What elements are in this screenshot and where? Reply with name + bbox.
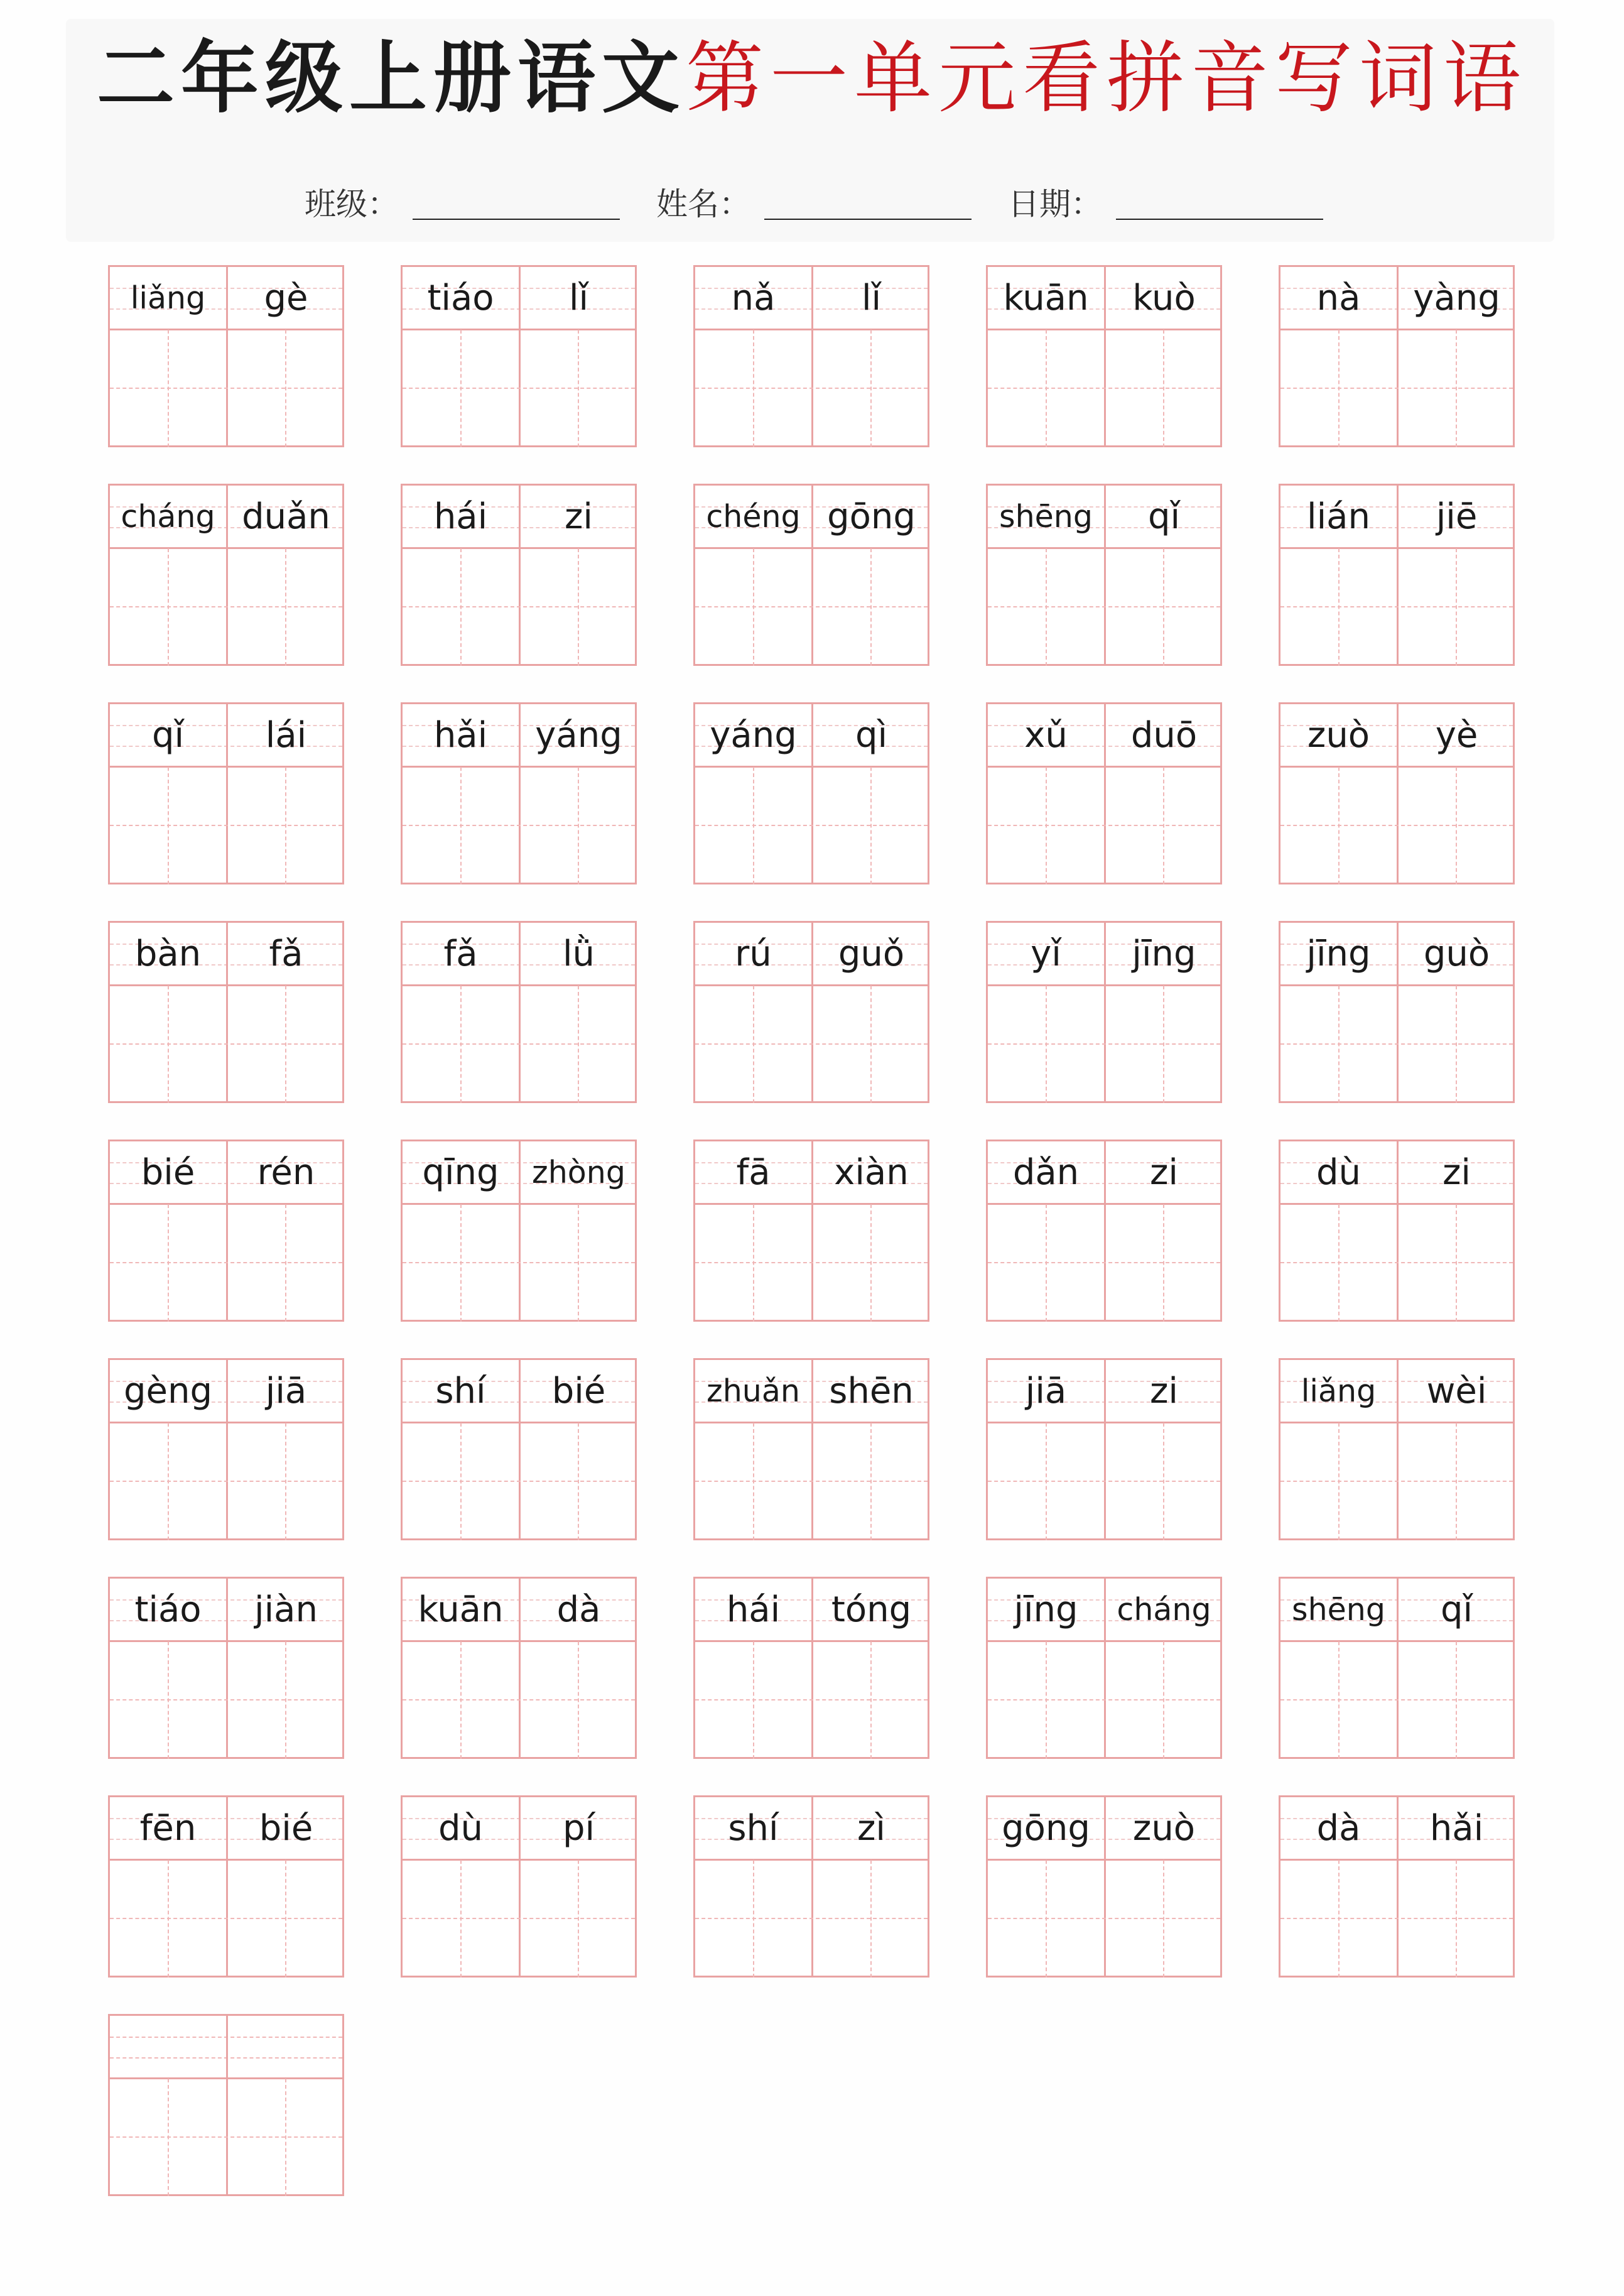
pinyin-left: jiā (1025, 1370, 1067, 1412)
grid-line (1046, 330, 1047, 447)
grid-line (1338, 1204, 1340, 1322)
grid-line (285, 767, 286, 884)
word-box[interactable] (1279, 1795, 1515, 1978)
pinyin-right: qǐ (1440, 1589, 1473, 1630)
pinyin-right: dà (556, 1589, 601, 1630)
grid-line (460, 330, 462, 447)
pinyin-right: gōng (827, 496, 916, 537)
pinyin-left: shí (435, 1370, 486, 1412)
grid-line (578, 330, 579, 447)
pinyin-right: lǜ (562, 933, 595, 974)
word-box[interactable] (986, 1577, 1222, 1759)
grid-line (1280, 1043, 1513, 1045)
grid-line (1163, 330, 1164, 447)
pinyin-left: dù (1316, 1151, 1361, 1193)
pinyin-right: duō (1130, 714, 1198, 756)
pinyin-right: zhòng (532, 1154, 625, 1190)
grid-line (695, 1262, 928, 1263)
grid-line (110, 1918, 342, 1919)
grid-line (1338, 1423, 1340, 1540)
grid-line (695, 1918, 928, 1919)
word-box[interactable] (108, 1140, 344, 1322)
grid-line (168, 548, 169, 666)
pinyin-right: gè (264, 277, 308, 318)
grid-line (110, 1699, 342, 1700)
grid-line (460, 1423, 462, 1540)
grid-line (285, 986, 286, 1103)
word-box[interactable] (108, 702, 344, 884)
pinyin-left: tiáo (427, 277, 494, 318)
grid-line (460, 1860, 462, 1978)
grid-line (695, 1481, 928, 1482)
pinyin-right: shēn (829, 1370, 914, 1412)
pinyin-right: zi (1150, 1151, 1178, 1193)
word-box[interactable] (986, 1140, 1222, 1322)
grid-line (110, 606, 342, 607)
grid-line (753, 767, 754, 884)
word-box[interactable] (1279, 1140, 1515, 1322)
student-info-row (0, 176, 1624, 226)
pinyin-left: liǎng (130, 280, 206, 316)
grid-line (1163, 767, 1164, 884)
pinyin-right: lái (265, 714, 307, 756)
grid-line (988, 388, 1220, 389)
pinyin-right: qǐ (1147, 496, 1181, 537)
name-blank-line[interactable] (764, 219, 972, 220)
word-box[interactable] (1279, 1358, 1515, 1540)
pinyin-right: jīng (1132, 933, 1196, 974)
grid-line (1338, 1641, 1340, 1759)
grid-line (1338, 1860, 1340, 1978)
grid-line (578, 1204, 579, 1322)
pinyin-right: tóng (831, 1589, 912, 1630)
grid-line (870, 1423, 872, 1540)
date-field[interactable] (1008, 176, 1323, 226)
grid-line (753, 1860, 754, 1978)
grid-line (870, 1641, 872, 1759)
pinyin-right: guǒ (838, 933, 905, 974)
grid-line (285, 1641, 286, 1759)
grid-line (403, 1481, 635, 1482)
pinyin-left: shēng (1292, 1591, 1385, 1628)
word-box[interactable] (108, 1795, 344, 1978)
pinyin-left: dà (1316, 1807, 1361, 1849)
grid-line (578, 1641, 579, 1759)
grid-line (403, 1262, 635, 1263)
pinyin-left: yáng (710, 714, 797, 756)
pinyin-right: cháng (1117, 1591, 1211, 1628)
pinyin-right: fǎ (269, 933, 303, 974)
grid-line (578, 986, 579, 1103)
word-box[interactable] (401, 1577, 637, 1759)
grid-line (168, 1204, 169, 1322)
grid-line (285, 330, 286, 447)
grid-line (578, 1860, 579, 1978)
grid-line (1338, 767, 1340, 884)
word-box[interactable] (693, 921, 929, 1103)
word-box[interactable] (1279, 1577, 1515, 1759)
pinyin-right: jiā (265, 1370, 307, 1412)
grid-line (1046, 1860, 1047, 1978)
grid-line (753, 1641, 754, 1759)
pinyin-right: qì (855, 714, 888, 756)
grid-line (285, 1423, 286, 1540)
page-title (0, 25, 1624, 132)
grid-line (1163, 548, 1164, 666)
grid-line (1163, 1860, 1164, 1978)
grid-line (460, 986, 462, 1103)
word-box[interactable] (401, 1358, 637, 1540)
grid-line (168, 2079, 169, 2196)
grid-line (1280, 606, 1513, 607)
grid-line (1280, 1918, 1513, 1919)
pinyin-right: zi (1443, 1151, 1471, 1193)
grid-line (988, 1262, 1220, 1263)
grid-line (695, 825, 928, 826)
grid-line (168, 986, 169, 1103)
grid-line (1338, 548, 1340, 666)
word-box[interactable] (986, 484, 1222, 666)
word-box[interactable] (108, 2014, 344, 2196)
pinyin-left: hǎi (433, 714, 488, 756)
word-box[interactable] (986, 921, 1222, 1103)
pinyin-right: guò (1423, 933, 1490, 974)
grid-line (988, 606, 1220, 607)
word-box[interactable] (693, 1577, 929, 1759)
word-box[interactable] (693, 484, 929, 666)
word-box[interactable] (401, 702, 637, 884)
pinyin-right: kuò (1132, 277, 1196, 318)
grid-line (285, 1860, 286, 1978)
grid-line (695, 1043, 928, 1045)
pinyin-left: xǔ (1024, 714, 1068, 756)
word-box[interactable] (1279, 265, 1515, 447)
grid-line (110, 825, 342, 826)
date-label: 日期： (1008, 186, 1102, 222)
pinyin-right: jiàn (254, 1589, 318, 1630)
pinyin-right: yáng (535, 714, 622, 756)
pinyin-right: zi (565, 496, 593, 537)
pinyin-right: wèi (1426, 1370, 1487, 1412)
grid-line (1046, 1641, 1047, 1759)
pinyin-left: rú (735, 933, 772, 974)
pinyin-left: jīng (1306, 933, 1371, 974)
word-box[interactable] (1279, 484, 1515, 666)
grid-line (1456, 1204, 1457, 1322)
grid-line (1280, 1481, 1513, 1482)
grid-line (695, 1699, 928, 1700)
grid-line (988, 1043, 1220, 1045)
date-blank-line[interactable] (1116, 219, 1323, 220)
grid-line (403, 388, 635, 389)
grid-line (1163, 1423, 1164, 1540)
word-box[interactable] (693, 702, 929, 884)
grid-line (1456, 986, 1457, 1103)
grid-line (1280, 388, 1513, 389)
class-label: 班级： (305, 186, 399, 222)
pinyin-left: shí (728, 1807, 779, 1849)
pinyin-right: bié (259, 1807, 313, 1849)
word-box[interactable] (108, 1358, 344, 1540)
pinyin-right: pí (562, 1807, 595, 1849)
pinyin-right: rén (257, 1151, 315, 1193)
pinyin-left: cháng (121, 498, 215, 535)
word-box[interactable] (986, 265, 1222, 447)
pinyin-left: jīng (1014, 1589, 1078, 1630)
word-box[interactable] (401, 921, 637, 1103)
pinyin-left: kuān (418, 1589, 504, 1630)
grid-line (285, 548, 286, 666)
pinyin-left: bié (141, 1151, 195, 1193)
word-box[interactable] (986, 1795, 1222, 1978)
grid-line (1163, 1641, 1164, 1759)
pinyin-left: tiáo (134, 1589, 202, 1630)
grid-line (753, 330, 754, 447)
pinyin-left: zhuǎn (706, 1373, 800, 1409)
grid-line (753, 1423, 754, 1540)
grid-line (988, 1481, 1220, 1482)
grid-line (753, 548, 754, 666)
pinyin-left: fǎ (443, 933, 478, 974)
grid-line (753, 986, 754, 1103)
grid-line (168, 1423, 169, 1540)
title-red-part: 第一单元看拼音写词语 (686, 33, 1528, 124)
grid-line (988, 825, 1220, 826)
name-label: 姓名： (656, 186, 750, 222)
word-box[interactable] (401, 265, 637, 447)
grid-line (870, 548, 872, 666)
word-box[interactable] (401, 1795, 637, 1978)
pinyin-right: lǐ (568, 277, 589, 318)
grid-line (1280, 825, 1513, 826)
pinyin-right: zì (857, 1807, 885, 1849)
grid-line (403, 1699, 635, 1700)
pinyin-left: yǐ (1031, 933, 1061, 974)
grid-line (1046, 986, 1047, 1103)
pinyin-right (228, 2016, 344, 2077)
grid-line (1046, 767, 1047, 884)
pinyin-left: shēng (999, 498, 1093, 535)
grid-line (1163, 1204, 1164, 1322)
grid-line (403, 1043, 635, 1045)
pinyin-left: nà (1316, 277, 1361, 318)
grid-line (168, 767, 169, 884)
pinyin-right: yàng (1413, 277, 1500, 318)
title-black-part: 二年级上册语文 (96, 33, 686, 124)
grid-line (110, 2136, 342, 2138)
word-box[interactable] (693, 1358, 929, 1540)
grid-line (695, 388, 928, 389)
grid-line (110, 1262, 342, 1263)
pinyin-right: lǐ (861, 277, 882, 318)
grid-line (1338, 986, 1340, 1103)
grid-line (1046, 1423, 1047, 1540)
grid-line (168, 330, 169, 447)
name-field[interactable] (656, 176, 972, 226)
grid-line (1456, 330, 1457, 447)
pinyin-left: zuò (1307, 714, 1370, 756)
grid-line (578, 767, 579, 884)
grid-line (110, 1043, 342, 1045)
grid-line (870, 1204, 872, 1322)
grid-line (1456, 1860, 1457, 1978)
pinyin-left: gōng (1002, 1807, 1090, 1849)
grid-line (988, 1918, 1220, 1919)
grid-line (695, 606, 928, 607)
grid-line (1338, 330, 1340, 447)
grid-line (753, 1204, 754, 1322)
pinyin-left: dǎn (1012, 1151, 1080, 1193)
grid-line (870, 1860, 872, 1978)
word-box[interactable] (693, 1795, 929, 1978)
word-box[interactable] (986, 1358, 1222, 1540)
word-box[interactable] (1279, 921, 1515, 1103)
word-box[interactable] (1279, 702, 1515, 884)
word-box[interactable] (108, 921, 344, 1103)
grid-line (1280, 1262, 1513, 1263)
pinyin-right: duǎn (242, 496, 330, 537)
grid-line (285, 2079, 286, 2196)
grid-line (460, 1204, 462, 1322)
word-box[interactable] (401, 1140, 637, 1322)
pinyin-right: zi (1150, 1370, 1178, 1412)
pinyin-right: hǎi (1429, 1807, 1484, 1849)
grid-line (110, 1481, 342, 1482)
pinyin-left: gèng (123, 1370, 213, 1412)
grid-line (870, 330, 872, 447)
grid-line (1163, 986, 1164, 1103)
word-box[interactable] (108, 484, 344, 666)
pinyin-right: bié (551, 1370, 606, 1412)
pinyin-left: hái (726, 1589, 781, 1630)
pinyin-right: xiàn (834, 1151, 909, 1193)
pinyin-left: liǎng (1301, 1373, 1377, 1409)
pinyin-right: zuò (1132, 1807, 1196, 1849)
grid-line (870, 767, 872, 884)
grid-line (285, 1204, 286, 1322)
word-box[interactable] (986, 702, 1222, 884)
grid-line (870, 986, 872, 1103)
grid-line (1456, 767, 1457, 884)
word-box[interactable] (693, 265, 929, 447)
grid-line (460, 548, 462, 666)
grid-line (168, 1860, 169, 1978)
word-box[interactable] (108, 265, 344, 447)
pinyin-right: yè (1435, 714, 1478, 756)
pinyin-left: lián (1307, 496, 1370, 537)
grid-line (460, 767, 462, 884)
grid-line (988, 1699, 1220, 1700)
pinyin-left: fā (736, 1151, 771, 1193)
grid-line (1046, 1204, 1047, 1322)
grid-line (1456, 1641, 1457, 1759)
grid-line (1046, 548, 1047, 666)
pinyin-left: qǐ (151, 714, 185, 756)
pinyin-left: kuān (1003, 277, 1089, 318)
grid-line (578, 1423, 579, 1540)
pinyin-left: qīng (422, 1151, 499, 1193)
grid-line (460, 1641, 462, 1759)
grid-line (578, 548, 579, 666)
grid-line (403, 825, 635, 826)
pinyin-left (110, 2016, 226, 2077)
grid-line (168, 1641, 169, 1759)
grid-line (403, 606, 635, 607)
grid-line (1280, 1699, 1513, 1700)
word-box[interactable] (401, 484, 637, 666)
word-box[interactable] (693, 1140, 929, 1322)
grid-line (1456, 548, 1457, 666)
class-field[interactable] (305, 176, 620, 226)
pinyin-left: hái (433, 496, 488, 537)
grid-line (1456, 1423, 1457, 1540)
word-box[interactable] (108, 1577, 344, 1759)
pinyin-right: jiē (1436, 496, 1478, 537)
grid-line (110, 388, 342, 389)
pinyin-left: nǎ (731, 277, 776, 318)
pinyin-left: fēn (139, 1807, 197, 1849)
pinyin-left: dù (438, 1807, 484, 1849)
pinyin-left: chéng (706, 498, 801, 535)
grid-line (403, 1918, 635, 1919)
pinyin-left: bàn (134, 933, 202, 974)
class-blank-line[interactable] (413, 219, 620, 220)
